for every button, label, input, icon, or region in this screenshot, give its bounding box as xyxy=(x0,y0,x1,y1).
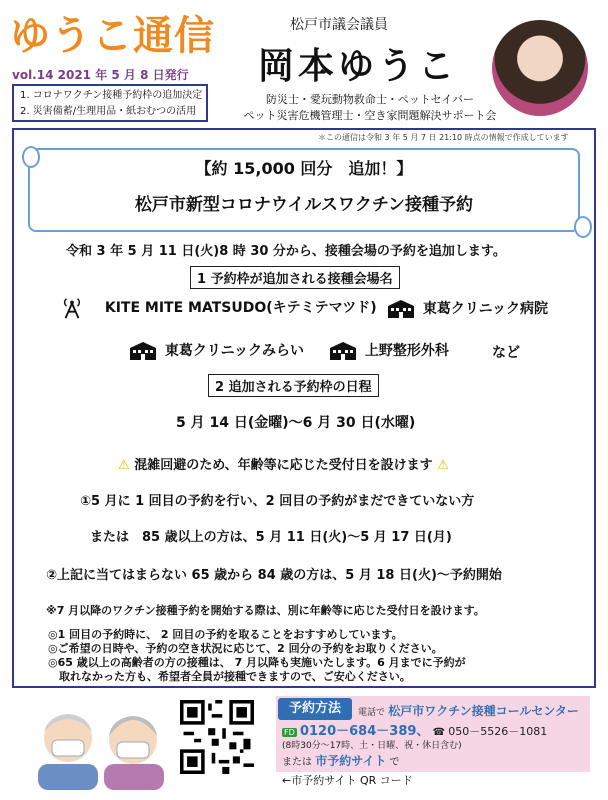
venue-tokatsu-hospital xyxy=(388,298,548,318)
web-prefix: または xyxy=(282,757,312,768)
warning-icon: ⚠ xyxy=(437,458,449,473)
tip-3: ◎65 歳以上の高齢者の方の接種は、 7 月以降も実施いたします。6 月までに予約が xyxy=(48,656,466,669)
july-note: ※7 月以降のワクチン接種予約を開始する際は、別に年齢等に応じた受付日を設けます。 xyxy=(46,604,485,617)
venue-label: KITE MITE MATSUDO(キテミテマツド) xyxy=(104,300,377,316)
reservation-method-label: 予約方法 xyxy=(278,698,352,720)
web-line xyxy=(282,752,400,769)
scroll-curl-right xyxy=(574,216,592,238)
headline: 【約 15,000 回分 追加！】 xyxy=(195,159,413,178)
call-center-prefix: 電話で xyxy=(358,708,386,718)
antenna-icon xyxy=(60,296,84,320)
free-dial-icon: FD xyxy=(284,728,295,737)
qr-note: ←市予約サイト QR コード xyxy=(282,774,413,787)
venue-label: 上野整形外科 xyxy=(364,343,449,359)
toc-item: 1. コロナワクチン接種予約枠の追加決定 xyxy=(20,90,203,101)
web-link[interactable]: 市予約サイト xyxy=(315,754,387,768)
qualifications-line-2: ペット災害危機管理士・空き家問題解決サポート会 xyxy=(243,109,497,122)
affiliation: 松戸市議会議員 xyxy=(290,17,388,33)
author-photo xyxy=(492,20,588,116)
intro-text: 令和 3 年 5 月 11 日(火)8 時 30 分から、接種会場の予約を追加します。 xyxy=(66,244,506,259)
warning-text: 混雑回避のため、年齢等に応じた受付日を設けます xyxy=(134,458,433,473)
issue-info: vol.14 2021 年 5 月 8 日発行 xyxy=(12,68,189,82)
venue-label: 東葛クリニックみらい xyxy=(164,343,305,359)
venue-kite-mite xyxy=(60,296,377,320)
call-center-name: 松戸市ワクチン接種コールセンター xyxy=(388,704,579,718)
toc-item: 2. 災害備蓄/生理用品・紙おむつの活用 xyxy=(20,106,197,117)
condition-1: ①5 月に 1 回目の予約を行い、2 回目の予約がまだできていない方 xyxy=(80,494,475,509)
tip-1: ◎1 回目の予約時に、 2 回目の予約を取ることをおすすめしています。 xyxy=(48,628,403,641)
tip-2: ◎ご希望の日時や、予約の空き状況に応じて、2 回分の予約をお取りください。 xyxy=(48,642,443,655)
free-dial-number[interactable]: 0120－684－389、 xyxy=(299,724,430,739)
web-suffix: で xyxy=(389,757,400,768)
tel-number[interactable]: 050－5526－1081 xyxy=(448,725,548,738)
call-hours: (8時30分～17時、土・日曜、祝・休日含む) xyxy=(282,741,462,751)
venue-ueno-orthopedics xyxy=(330,340,449,360)
schedule-dates: 5 月 14 日(金曜)～6 月 30 日(水曜) xyxy=(176,415,416,431)
hospital-building-icon xyxy=(330,342,356,360)
phone-icon: ☎ xyxy=(432,727,446,738)
table-of-contents xyxy=(12,84,208,122)
call-center-line xyxy=(358,702,579,719)
info-timestamp-note: ＊この通信は令和 3 年 5 月 7 日 21:10 時点の情報で作成しています xyxy=(318,133,569,142)
tip-4: 取れなかった方も、希望者全員が接種できますので、ご安心ください。 xyxy=(48,670,411,683)
venue-label: 東葛クリニック病院 xyxy=(422,301,549,317)
venue-tokatsu-mirai xyxy=(130,340,304,360)
phone-line xyxy=(282,720,547,739)
warning-icon: ⚠ xyxy=(118,458,130,473)
section-1-heading: 1 予約枠が追加される接種会場名 xyxy=(190,266,400,289)
elderly-people-masks-illustration xyxy=(28,702,178,790)
venue-etc: など xyxy=(492,345,520,361)
qualifications-line-1: 防災士・愛玩動物救命士・ペットセイバー xyxy=(265,93,475,106)
condition-1b: または 85 歳以上の方は、5 月 11 日(火)～5 月 17 日(月) xyxy=(90,530,452,545)
qualifications xyxy=(240,92,500,124)
hospital-building-icon xyxy=(130,342,156,360)
author-name: 岡本ゆうこ xyxy=(258,45,459,87)
section-2-heading: 2 追加される予約枠の日程 xyxy=(208,374,379,397)
qr-code-icon[interactable] xyxy=(180,700,254,774)
hospital-building-icon xyxy=(388,300,414,318)
newsletter-title: ゆうこ通信 xyxy=(10,13,215,59)
warning-line xyxy=(118,454,449,473)
condition-2: ②上記に当てはまらない 65 歳から 84 歳の方は、5 月 18 日(火)～予約開始 xyxy=(46,568,502,583)
subheadline: 松戸市新型コロナウイルスワクチン接種予約 xyxy=(134,195,474,215)
